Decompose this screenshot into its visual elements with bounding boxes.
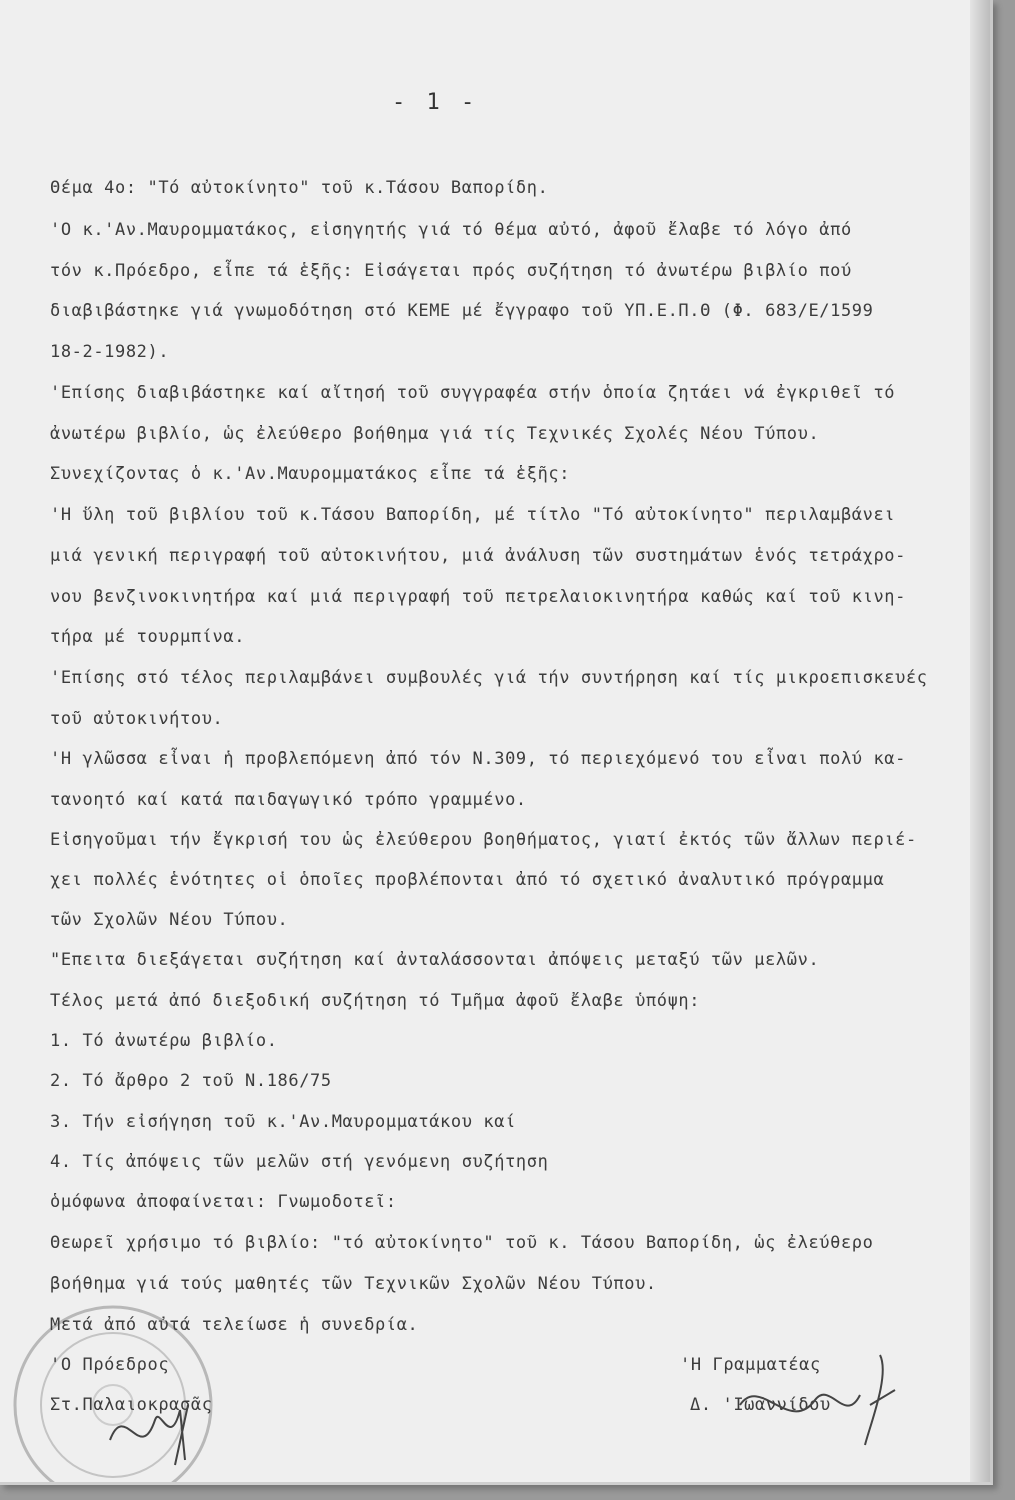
president-name: Στ.Παλαιοκρασᾶς <box>50 1395 213 1415</box>
text-line: διαβιβάστηκε γιά γνωμοδότηση στό ΚΕΜΕ μέ ἔγγραφο τοῦ ΥΠ.Ε.Π.Θ (Φ. 683/Ε/1599 <box>50 301 874 321</box>
secretary-title: 'Η Γραμματέας <box>680 1355 821 1375</box>
text-line: τανοητό καί κατά παιδαγωγικό τρόπο γραμμένο. <box>50 790 527 810</box>
decision-heading: ὁμόφωνα ἀποφαίνεται: Γνωμοδοτεῖ: <box>50 1192 397 1212</box>
text-line: τοῦ αὐτοκινήτου. <box>50 709 224 729</box>
president-title: 'Ο Πρόεδρος <box>50 1355 170 1375</box>
text-line: "Επειτα διεξάγεται συζήτηση καί ἀνταλάσσονται ἀπόψεις μεταξύ τῶν μελῶν. <box>50 950 820 970</box>
president-signature <box>100 1380 210 1470</box>
text-line: τῶν Σχολῶν Νέου Τύπου. <box>50 910 289 930</box>
text-line: 'Ο κ.'Αν.Μαυρομματάκος, εἰσηγητής γιά τό θέμα αὐτό, ἀφοῦ ἔλαβε τό λόγο ἀπό <box>50 220 852 240</box>
secretary-signature <box>720 1345 900 1455</box>
text-line: τόν κ.Πρόεδρο, εἶπε τά ἑξῆς: Εἰσάγεται πρός συζήτηση τό ἀνωτέρω βιβλίο πού <box>50 261 852 281</box>
text-line: Τέλος μετά ἀπό διεξοδική συζήτηση τό Τμῆμα ἀφοῦ ἔλαβε ὑπόψη: <box>50 991 701 1011</box>
text-line: Εἰσηγοῦμαι τήν ἔγκρισή του ὡς ἐλεύθερου βοηθήματος, γιατί ἐκτός τῶν ἄλλων περιέ- <box>50 830 917 850</box>
text-line: 'Η ὕλη τοῦ βιβλίου τοῦ κ.Τάσου Βαπορίδη, μέ τίτλο "Τό αὐτοκίνητο" περιλαμβάνει <box>50 505 896 525</box>
text-line: 'Η γλῶσσα εἶναι ἡ προβλεπόμενη ἀπό τόν Ν.309, τό περιεχόμενό του εἶναι πολύ κα- <box>50 749 906 769</box>
secretary-name: Δ. 'Ιωαννίδου <box>690 1395 831 1415</box>
text-line: 'Επίσης διαβιβάστηκε καί αἴτησή τοῦ συγγραφέα στήν ὁποία ζητάει νά ἐγκριθεῖ τό <box>50 383 896 403</box>
list-item-4: 4. Τίς ἀπόψεις τῶν μελῶν στή γενόμενη συζήτηση <box>50 1152 549 1172</box>
page-edge <box>970 0 990 1482</box>
text-line: 'Επίσης στό τέλος περιλαμβάνει συμβουλές γιά τήν συντήρηση καί τίς μικροεπισκευές <box>50 668 928 688</box>
text-line-topic: Θέμα 4ο: "Τό αὐτοκίνητο" τοῦ κ.Τάσου Βαπορίδη. <box>50 178 549 198</box>
text-line: 18-2-1982). <box>50 342 170 362</box>
text-line: Μετά ἀπό αὐτά τελείωσε ἡ συνεδρία. <box>50 1315 419 1335</box>
page-number: - 1 - <box>392 90 479 115</box>
text-line: τήρα μέ τουρμπίνα. <box>50 627 246 647</box>
text-line: ἀνωτέρω βιβλίο, ὡς ἐλεύθερο βοήθημα γιά τίς Τεχνικές Σχολές Νέου Τύπου. <box>50 424 820 444</box>
list-item-1: 1. Τό ἀνωτέρω βιβλίο. <box>50 1031 278 1051</box>
text-line: Θεωρεῖ χρήσιμο τό βιβλίο: "τό αὐτοκίνητο" τοῦ κ. Τάσου Βαπορίδη, ὡς ἐλεύθερο <box>50 1233 874 1253</box>
text-line: μιά γενική περιγραφή τοῦ αὐτοκινήτου, μιά ἀνάλυση τῶν συστημάτων ἑνός τετράχρο- <box>50 546 906 566</box>
text-line: βοήθημα γιά τούς μαθητές τῶν Τεχνικῶν Σχολῶν Νέου Τύπου. <box>50 1274 657 1294</box>
text-line: Συνεχίζοντας ὁ κ.'Αν.Μαυρομματάκος εἶπε τά ἑξῆς: <box>50 464 571 484</box>
text-line: νου βενζινοκινητήρα καί μιά περιγραφή τοῦ πετρελαιοκινητήρα καθώς καί τοῦ κινη- <box>50 587 906 607</box>
list-item-3: 3. Τήν εἰσήγηση τοῦ κ.'Αν.Μαυρομματάκου καί <box>50 1112 516 1132</box>
list-item-2: 2. Τό ἄρθρο 2 τοῦ Ν.186/75 <box>50 1071 332 1091</box>
text-line: χει πολλές ἑνότητες οἱ ὁποῖες προβλέπονται ἀπό τό σχετικό ἀναλυτικό πρόγραμμα <box>50 870 885 890</box>
